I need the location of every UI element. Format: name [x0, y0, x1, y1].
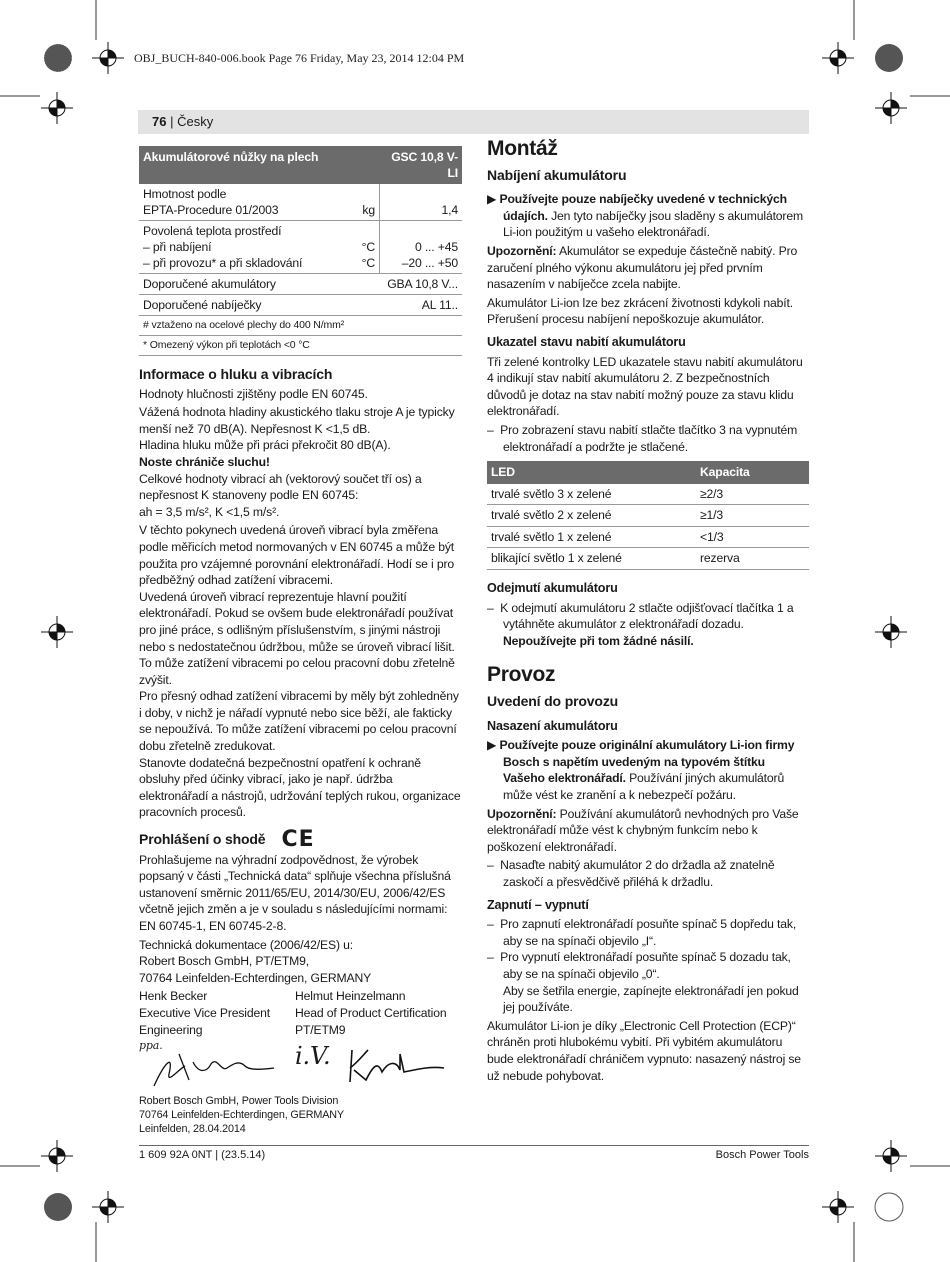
spec-value: GBA 10,8 V... — [380, 274, 463, 295]
charging-note — [487, 243, 809, 293]
note-label: Upozornění: — [487, 243, 557, 258]
led-table — [487, 461, 809, 570]
dash-icon: – — [487, 950, 501, 965]
noise-heading: Informace o hluku a vibracích — [139, 366, 333, 382]
capacity-col-header: Kapacita — [696, 461, 809, 484]
led-col-header: LED — [487, 461, 696, 484]
spec-label: Hmotnost podle — [143, 187, 227, 201]
address-line: Leinfelden, 28.04.2014 — [139, 1123, 246, 1136]
spec-value: –20 ... +50 — [401, 256, 458, 270]
charging-heading: Nabíjení akumulátoru — [487, 166, 627, 183]
note-label: Upozornění: — [487, 806, 557, 821]
tech-doc-1: Technická dokumentace (2006/42/ES) u: — [139, 937, 353, 952]
ecp-text: Akumulátor Li-ion je díky „Electronic Cell Protection (ECP)“ chráněn proti hlubokému vybití. Při vybitém akumulátoru bude elektronářadí chráničem vypnuto: nasazený nástroj se už nebude pohybovat. — [487, 1018, 801, 1083]
address-line: Robert Bosch GmbH, Power Tools Division — [139, 1095, 339, 1108]
page-header-bar — [138, 110, 809, 134]
footer-right: Bosch Power Tools — [715, 1149, 809, 1161]
table-row — [487, 484, 809, 505]
spec-value: 1,4 — [441, 203, 458, 217]
spec-unit: °C — [361, 240, 375, 254]
capacity-cell: rezerva — [696, 548, 809, 570]
off-step — [487, 949, 809, 982]
led-table-header — [487, 461, 809, 484]
provoz-note — [487, 806, 809, 856]
capacity-cell: ≥1/3 — [696, 505, 809, 527]
noise-p6: ah = 3,5 m/s², K <1,5 m/s². — [139, 504, 280, 519]
spec-value: AL 11.. — [421, 298, 458, 312]
page-header: 76 | Česky — [152, 114, 214, 129]
provoz-heading: Provoz — [487, 663, 556, 687]
signer-name: Helmut Heinzelmann — [295, 989, 406, 1004]
removal-text: K odejmutí akumulátoru 2 stlačte odjišťovací tlačítka 1 a vytáhněte akumulátor z elektronářadí dozadu. — [500, 600, 794, 632]
led-cell: trvalé světlo 2 x zelené — [487, 505, 696, 527]
insert-bold: Používejte pouze originální akumulátory Li-ion firmy Bosch s napětím uvedeným na typovém štítku Vašeho elektronářadí. — [499, 738, 795, 786]
spec-table-header — [139, 146, 462, 184]
page-number: 76 — [152, 114, 167, 129]
ppa-text: ppa. — [139, 1039, 163, 1053]
signer-title: Engineering — [139, 1022, 203, 1037]
led-cell: trvalé světlo 3 x zelené — [487, 484, 696, 505]
footer-left: 1 609 92A 0NT | (23.5.14) — [139, 1149, 266, 1161]
noise-p9: Pro přesný odhad zatížení vibracemi by měly být zohledněny i doby, v nichž je nářadí vypnuté nebo sice běží, ale fakticky se nepoužívá. To může zatížení vibracemi po celou pracovní dobu zřetelně zredukovat. — [139, 689, 459, 754]
table-row — [487, 526, 809, 548]
signature-address — [139, 1094, 462, 1136]
spec-table — [139, 146, 462, 315]
insert-step — [487, 857, 809, 890]
removal-heading: Odejmutí akumulátoru — [487, 581, 618, 596]
charging-rest: Jen tyto nabíječky jsou sladěny s akumulátorem Li-ion použitým u vašeho elektronářadí. — [503, 208, 803, 240]
spec-row-batteries — [139, 274, 462, 295]
tech-doc-2: Robert Bosch GmbH, PT/ETM9, — [139, 954, 310, 969]
spec-label: EPTA-Procedure 01/2003 — [143, 203, 279, 217]
arrow-icon: ▶ — [487, 192, 500, 207]
spec-row-weight — [139, 184, 462, 221]
conformity-p1: Prohlašujeme na výhradní zodpovědnost, že výrobek popsaný v části „Technická data“ splňuje všechna příslušná ustanovení směrnic 2011/65/EU, 2014/30/EU, 2006/42/ES včetně jejich změn a je v souladu s následujícími normami: EN 60745-1, EN 60745-2-8. — [139, 852, 451, 933]
spec-label: Doporučené akumulátory — [139, 274, 337, 295]
spec-unit: °C — [361, 256, 375, 270]
spec-unit: kg — [362, 203, 375, 217]
ce-mark: CE — [281, 827, 315, 853]
footer-rule — [139, 1145, 809, 1146]
noise-p2: Vážená hodnota hladiny akustického tlaku stroje A je typicky menší než 70 dB(A). Nepřesnost K <1,5 dB. — [139, 405, 455, 436]
insert-instruction — [487, 737, 809, 803]
indicator-step — [487, 422, 809, 455]
charging-bold: Používejte pouze nabíječky uvedené v technických údajích. — [499, 192, 787, 223]
removal-step — [487, 600, 809, 650]
led-cell: blikající světlo 1 x zelené — [487, 548, 696, 570]
on-step-text: Pro zapnutí elektronářadí posuňte spínač 5 dopředu tak, aby se na spínači objevilo „I“. — [500, 917, 797, 948]
spec-title: Akumulátorové nůžky na plech — [139, 146, 380, 184]
spec-row-chargers — [139, 295, 462, 316]
dash-icon: – — [487, 422, 501, 437]
noise-p8: Uvedená úroveň vibrací reprezentuje hlavní použití elektronářadí. Pokud se ovšem bude elektronářadí používat pro jiné práce, s odlišným příslušenstvím, s jinými nástroji nebo s nedostatečnou údržbou, může se úroveň vibrací lišit. To může zatížení vibracemi po celou pracovní dobu zřetelně zvýšit. — [139, 589, 455, 687]
noise-p7: V těchto pokynech uvedená úroveň vibrací byla změřena podle měřicích metod normovaných v EN 60745 a může být použita pro vzájemné porovnání elektronářadí. Hodí se i pro předběžný odhad zatížení vibracemi. — [139, 523, 455, 588]
montaz-heading: Montáž — [487, 137, 558, 160]
noise-p5: Celkové hodnoty vibrací ah (vektorový součet tří os) a nepřesnost K stanoveny podle EN 60745: — [139, 471, 422, 503]
signatures — [139, 1039, 462, 1094]
indicator-text: Tři zelené kontrolky LED ukazatele stavu nabití akumulátoru 4 indikují stav nabití akumulátoru 2. Z bezpečnostních důvodů je dotaz na stav nabití možný pouze za stavu klidu elektronářadí. — [487, 354, 803, 419]
spec-footnote-2: * Omezený výkon při teplotách <0 °C — [139, 336, 462, 356]
capacity-cell: <1/3 — [696, 526, 809, 548]
insert-step-text: Nasaďte nabitý akumulátor 2 do držadla až znatelně zaskočí a přesvědčivě přiléhá k držadlu. — [500, 858, 775, 889]
spec-row-temperature — [139, 221, 462, 274]
iv-text: i.V. — [295, 1042, 331, 1071]
noise-p3: Hladina hluku může při práci překročit 80 dB(A). — [139, 438, 391, 453]
onoff-heading: Zapnutí – vypnutí — [487, 897, 589, 912]
conformity-heading — [139, 827, 462, 853]
signer-name: Henk Becker — [139, 989, 208, 1004]
signer-title: PT/ETM9 — [295, 1022, 346, 1037]
startup-heading: Uvedení do provozu — [487, 693, 619, 710]
insert-heading: Nasazení akumulátoru — [487, 718, 618, 733]
noise-p1: Hodnoty hlučnosti zjištěny podle EN 60745. — [139, 386, 368, 401]
signature-becker — [149, 1044, 289, 1094]
li-ion-text: Akumulátor Li-ion lze bez zkrácení životnosti kdykoli nabít. Přerušení procesu nabíjení nepoškozuje akumulátor. — [487, 295, 793, 327]
noise-p4: Noste chrániče sluchu! — [139, 454, 270, 469]
removal-bold: Nepoužívejte při tom žádné násilí. — [503, 633, 694, 648]
signature-heinzelmann — [344, 1044, 454, 1094]
spec-model: GSC 10,8 V-LI — [380, 146, 463, 184]
address-line: 70764 Leinfelden-Echterdingen, GERMANY — [139, 1109, 344, 1122]
left-column — [139, 146, 462, 1136]
table-row — [487, 505, 809, 527]
conformity-heading-text: Prohlášení o shodě — [139, 831, 266, 848]
spec-value: 0 ... +45 — [414, 240, 458, 254]
signer-title: Executive Vice President — [139, 1005, 270, 1020]
dash-icon: – — [487, 917, 501, 932]
on-step — [487, 916, 809, 949]
table-row — [487, 548, 809, 570]
dash-icon: – — [487, 600, 501, 615]
spec-footnote-1: # vztaženo na ocelové plechy do 400 N/mm² — [139, 315, 462, 336]
capacity-cell: ≥2/3 — [696, 484, 809, 505]
note-text: Používání akumulátorů nevhodných pro Vaše elektronářadí může vést k chybným funkcím nebo k poškození elektronářadí. — [487, 806, 799, 854]
dash-icon: – — [487, 858, 501, 873]
indicator-step-text: Pro zobrazení stavu nabití stlačte tlačítko 3 na vypnutém elektronářadí a podržte je stlačené. — [500, 422, 798, 454]
right-column — [487, 137, 809, 1086]
indicator-heading: Ukazatel stavu nabití akumulátoru — [487, 334, 686, 349]
signers — [139, 988, 462, 1038]
signer-title: Head of Product Certification — [295, 1005, 447, 1020]
insert-rest: Používání jiných akumulátorů může vést ke zranění a k nebezpečí požáru. — [503, 771, 785, 802]
led-cell: trvalé světlo 1 x zelené — [487, 526, 696, 548]
tech-doc-3: 70764 Leinfelden-Echterdingen, GERMANY — [139, 970, 372, 985]
save-energy: Aby se šetřila energie, zapínejte elektronářadí jen pokud jej používáte. — [503, 983, 799, 1015]
off-step-text: Pro vypnutí elektronářadí posuňte spínač 5 dozadu tak, aby se na spínači objevilo „0“. — [500, 950, 791, 981]
noise-p10: Stanovte dodatečná bezpečnostní opatření k ochraně obsluhy před účinky vibrací, jako je např. údržba elektronářadí a nástrojů, udržování teplých rukou, organizace pracovních procesů. — [139, 755, 461, 820]
arrow-icon: ▶ — [487, 738, 500, 753]
charging-instruction — [487, 191, 809, 241]
note-text: Akumulátor se expeduje částečně nabitý. Pro zaručení plného výkonu akumulátoru jej před prvním nasazením v nabíječce zcela nabijte. — [487, 243, 798, 292]
spec-label: Povolená teplota prostředí — [143, 224, 282, 238]
spec-label: Doporučené nabíječky — [143, 298, 262, 312]
spec-label: – při provozu* a při skladování — [143, 256, 303, 270]
signer-2 — [295, 988, 446, 1038]
spec-label: – při nabíjení — [143, 240, 212, 254]
page-language: Česky — [177, 114, 214, 129]
signer-1 — [139, 988, 295, 1038]
book-info-line: OBJ_BUCH-840-006.book Page 76 Friday, May 23, 2014 12:04 PM — [134, 51, 465, 65]
